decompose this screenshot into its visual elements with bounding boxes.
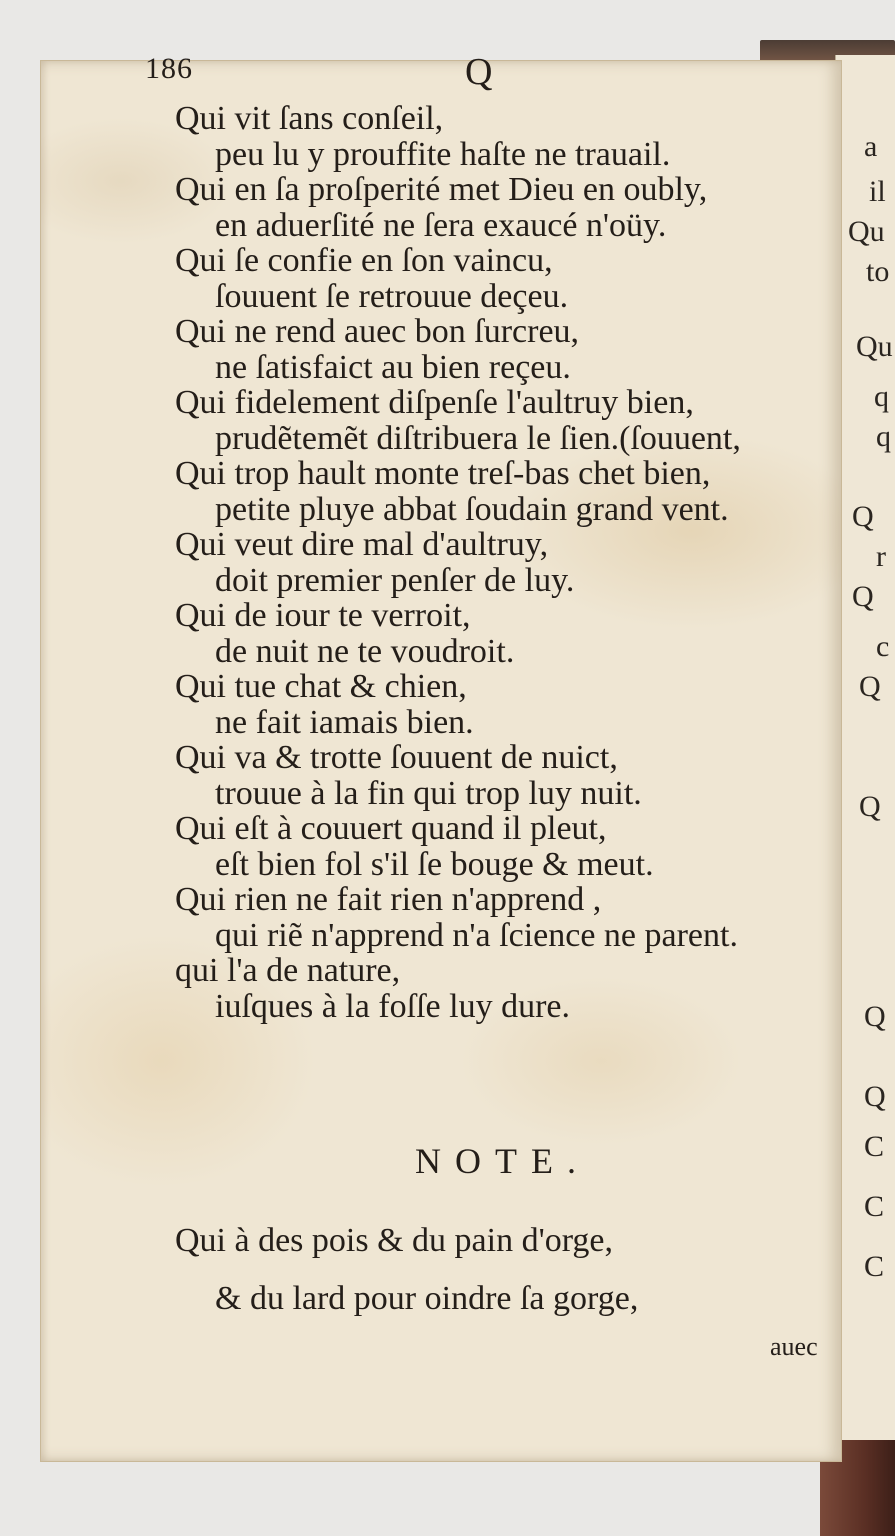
- facing-page-fragment: C: [864, 1130, 885, 1163]
- proverb-line-continuation: en aduerſité ne ſera exaucé n'oüy.: [215, 206, 667, 244]
- facing-page-fragment: to: [866, 255, 890, 288]
- facing-page-fragment: Q: [864, 1000, 886, 1033]
- proverb-line-first: Qui vit ſans conſeil,: [175, 100, 444, 137]
- proverb-line-first: Qui fidelement diſpenſe l'aultruy bien,: [175, 384, 694, 421]
- facing-page-fragment: Q: [852, 580, 874, 613]
- facing-page-fragment: il: [869, 175, 886, 208]
- proverb-line-continuation: peu lu y prouffite haſte ne trauail.: [215, 135, 671, 173]
- proverb-line-first: Qui veut dire mal d'aultruy,: [175, 526, 549, 563]
- proverb-line-continuation: eſt bien fol s'il ſe bouge & meut.: [215, 845, 654, 883]
- signature-letter: Q: [465, 51, 493, 93]
- proverb-line-continuation: qui riẽ n'apprend n'a ſcience ne parent.: [215, 916, 738, 954]
- catchword: auec: [770, 1332, 818, 1361]
- proverb-line-first: Qui de iour te verroit,: [175, 597, 471, 634]
- facing-page-fragment: Q: [852, 500, 874, 533]
- facing-page-fragment: C: [864, 1250, 885, 1283]
- facing-page-fragment: Q: [859, 670, 881, 703]
- proverb-line-first: Qui tue chat & chien,: [175, 668, 467, 705]
- proverb-line-first: Qui trop hault monte treſ-bas chet bien,: [175, 455, 711, 492]
- facing-page-fragment: Qu: [848, 215, 885, 248]
- proverb-line-continuation: ne ſatisfaict au bien reçeu.: [215, 348, 571, 386]
- facing-page-fragment: q: [876, 420, 891, 453]
- proverb-line-continuation: petite pluye abbat ſoudain grand vent.: [215, 490, 729, 528]
- proverb-line-first: Qui va & trotte ſouuent de nuict,: [175, 739, 618, 776]
- proverb-line-first: Qui eſt à couuert quand il pleut,: [175, 810, 607, 847]
- note-heading: NOTE.: [415, 1141, 590, 1181]
- proverb-line-continuation: doit premier penſer de luy.: [215, 561, 575, 599]
- note-line-first: Qui à des pois & du pain d'orge,: [175, 1222, 613, 1259]
- proverb-line-continuation: trouue à la fin qui trop luy nuit.: [215, 774, 642, 812]
- facing-page-edge: [835, 55, 895, 1480]
- proverb-line-continuation: de nuit ne te voudroit.: [215, 632, 515, 670]
- proverb-line-first: Qui ne rend auec bon ſurcreu,: [175, 313, 580, 350]
- facing-page-fragment: a: [864, 130, 878, 163]
- facing-page-fragment: Q: [864, 1080, 886, 1113]
- note-line-continuation: & du lard pour oindre ſa gorge,: [215, 1280, 639, 1317]
- facing-page-fragment: c: [876, 630, 890, 663]
- proverb-line-continuation: ſouuent ſe retrouue deçeu.: [215, 277, 569, 315]
- facing-page-fragment: Qu: [856, 330, 893, 363]
- proverb-line-continuation: ne fait iamais bien.: [215, 703, 474, 741]
- proverb-line-continuation: prudẽtemẽt diſtribuera le ſien.(ſouuent,: [215, 419, 741, 457]
- proverb-line-first: Qui ſe confie en ſon vaincu,: [175, 242, 553, 279]
- facing-page-fragment: Q: [859, 790, 881, 823]
- proverb-line-first: qui l'a de nature,: [175, 952, 401, 989]
- facing-page-fragment: r: [876, 540, 886, 573]
- proverb-line-first: Qui en ſa proſperité met Dieu en oubly,: [175, 171, 708, 208]
- proverb-line-continuation: iuſques à la foſſe luy dure.: [215, 987, 571, 1025]
- facing-page-fragment: q: [874, 380, 889, 413]
- proverb-line-first: Qui rien ne fait rien n'apprend ,: [175, 881, 602, 918]
- facing-page-fragment: C: [864, 1190, 885, 1223]
- page-number: 186: [145, 52, 193, 85]
